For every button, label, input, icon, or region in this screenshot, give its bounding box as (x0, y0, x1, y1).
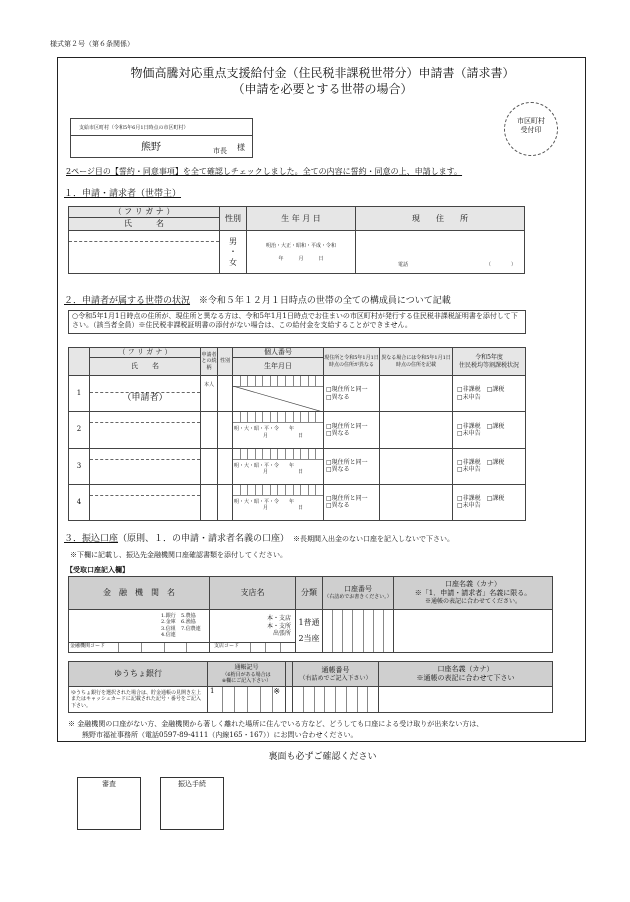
row-number: 1 (69, 376, 90, 412)
applicant-name-cell[interactable] (69, 231, 220, 274)
stamp-label-2: 受付印 (520, 126, 542, 135)
bank-name-cell[interactable] (69, 610, 210, 653)
jan1-address-cell[interactable] (380, 484, 453, 520)
holder-cell[interactable] (394, 610, 553, 653)
jan1-header: 現住所と令和5年1月1日時点の住所が異なる (324, 348, 380, 376)
era-short: 明・大・昭・平・令 (234, 426, 280, 433)
member-gender[interactable] (218, 448, 233, 484)
holder-note2: ※通帳の表記に合わせてください。 (424, 598, 521, 606)
yucho-holder-note: ※通帳の表記に合わせて下さい (416, 674, 515, 682)
form-title: 物価高騰対応重点支援給付金（住民税非課税世帯分）申請書（請求書） (130, 66, 515, 80)
address-header: 現 住 所 (356, 207, 525, 231)
bank-type-6: 6.漁協 (181, 619, 196, 626)
back-notice: 裏面も必ずご確認ください (268, 752, 377, 762)
unfiled-checkbox[interactable]: □未申告 (457, 430, 481, 438)
member-gender[interactable] (218, 484, 233, 520)
section2-note: ※令和５年１２月１日時点の世帯の全ての構成員について記載 (198, 296, 451, 306)
account-tag: 【受取口座記入欄】 (66, 565, 129, 574)
bank-type-4: 4.信連 (161, 631, 176, 638)
tax-check-cell[interactable] (453, 376, 526, 412)
applicant-birth-cell[interactable] (247, 231, 356, 274)
kigo-asterisk: ※ (273, 687, 281, 696)
member-relation[interactable] (201, 448, 218, 484)
unfiled-checkbox[interactable]: □未申告 (457, 393, 481, 401)
footer-note-2: 熊野市福祉事務所（電話0597-89-4111（内線165・167））にお問い合わせください。 (82, 731, 358, 739)
nontax-checkbox[interactable]: □非課税 (457, 422, 481, 430)
bank-type-3: 3.信組 (161, 625, 176, 632)
tax-checkbox[interactable]: □課税 (486, 458, 505, 466)
tax-checkbox[interactable]: □課税 (486, 386, 505, 394)
birth-ymd: 年 月 日 (278, 255, 324, 262)
form-subtitle: （申請を必要とする世帯の場合） (232, 82, 413, 96)
tax-check-cell[interactable] (453, 484, 526, 520)
section2-heading: ２．申請者が属する世帯の状況 (64, 296, 191, 306)
member-name-cell[interactable] (90, 376, 201, 412)
jan1-check-cell[interactable] (324, 448, 380, 484)
year-label: 年 (289, 462, 295, 469)
row-number: 4 (69, 484, 90, 520)
hh-name-header: 氏 名 (90, 358, 201, 376)
tsucho-no-label: 通帳番号 (321, 665, 350, 674)
same-checkbox[interactable]: □現住所と同一 (326, 422, 368, 430)
yucho-holder-cell[interactable] (379, 687, 553, 713)
tsucho-no-header (293, 662, 379, 687)
jan1-sub-header: 異なる場合には令和5年1月1日時点の住所を記載 (380, 348, 453, 376)
no-header (69, 348, 90, 376)
tax-header-1: 令和5年度 (475, 354, 503, 362)
table-row (69, 376, 526, 412)
mayor-label: 市長 (213, 147, 227, 155)
member-relation[interactable]: 本人 (201, 376, 218, 412)
municipality-city[interactable]: 熊野 (141, 142, 161, 153)
section2-heading-wrap (64, 296, 451, 308)
nontax-checkbox[interactable]: □非課税 (457, 494, 481, 502)
relation-header: 申請者との続柄 (201, 348, 218, 376)
section3-note: ※長期間入出金のない口座を記入しないで下さい。 (293, 535, 455, 543)
tax-check-cell[interactable] (453, 412, 526, 448)
yucho-holder-header (379, 662, 553, 687)
tax-check-cell[interactable] (453, 448, 526, 484)
tsucho-no-sub: （右詰めでご記入下さい） (299, 674, 372, 682)
day-label: 日 (298, 468, 304, 475)
branch-type-2: 本・支所 (266, 622, 291, 630)
form-number: 様式第２号（第６条関係） (50, 40, 134, 48)
review-label: 審査 (102, 780, 116, 788)
tax-checkbox[interactable]: □課税 (486, 494, 505, 502)
table-row (69, 448, 526, 484)
holder-label: 口座名義（カナ） (445, 580, 501, 589)
phone-label: 電話 (398, 262, 409, 269)
era-options: 明治・大正・昭和・平成・令和 (265, 242, 336, 249)
nontax-checkbox[interactable]: □非課税 (457, 386, 481, 394)
jan1-check-cell[interactable] (324, 484, 380, 520)
bank-type-7: 7.信農連 (181, 625, 201, 632)
day-label: 日 (298, 432, 304, 439)
acct-no-header (323, 577, 394, 610)
jan1-check-cell[interactable] (324, 376, 380, 412)
tsucho-kigo-sub: （6桁目がある場合は ※欄にご記入下さい） (221, 671, 272, 684)
tax-header (453, 348, 526, 376)
year-label: 年 (289, 426, 295, 433)
applicant-gender-cell[interactable] (220, 231, 247, 274)
month-label: 月 (263, 432, 269, 439)
member-gender[interactable] (218, 412, 233, 448)
row-number: 2 (69, 412, 90, 448)
bank-table (68, 576, 553, 653)
member-gender[interactable] (218, 376, 233, 412)
transfer-label: 振込手続 (178, 780, 206, 788)
spacer-cell (286, 687, 293, 713)
member-name-cell[interactable] (90, 448, 201, 484)
name-header: 氏 名 (69, 218, 220, 231)
branch-cell[interactable] (210, 610, 296, 653)
diff-checkbox[interactable]: □異なる (326, 502, 350, 510)
reception-stamp (504, 102, 558, 156)
section1-heading: １．申請・請求者（世帯主） (64, 189, 182, 199)
applicant-address-cell[interactable] (356, 231, 525, 274)
branch-type-1: 本・支店 (266, 615, 291, 622)
bank-code-label: 金融機関コード (70, 643, 106, 649)
era-short: 明・大・昭・平・令 (234, 462, 280, 469)
hh-gender-header: 性別 (218, 348, 233, 376)
hh-birth-header: 生年月日 (233, 358, 324, 376)
household-table (68, 347, 526, 521)
same-checkbox[interactable]: □現住所と同一 (326, 494, 368, 502)
month-label: 月 (263, 505, 269, 512)
kind-toza[interactable]: 2当座 (298, 634, 320, 643)
member-number-cell[interactable] (233, 484, 324, 520)
municipality-box (70, 118, 253, 158)
tsucho-no-cell[interactable] (293, 687, 379, 713)
acct-no-label: 口座番号 (344, 585, 372, 594)
day-label: 日 (298, 505, 304, 512)
kind-futsu[interactable]: 1普通 (298, 617, 320, 627)
jan1-address-cell[interactable] (380, 448, 453, 484)
branch-header: 支店名 (210, 577, 296, 610)
holder-header (394, 577, 553, 610)
same-checkbox[interactable]: □現住所と同一 (326, 458, 368, 466)
member-number-cell[interactable] (233, 448, 324, 484)
month-label: 月 (263, 468, 269, 475)
yucho-holder-label: 口座名義（カナ） (437, 664, 494, 673)
bank-type-2: 2.金庫 (161, 619, 176, 626)
diff-checkbox[interactable]: □異なる (326, 430, 350, 438)
bank-type-5: 5.農協 (181, 613, 196, 619)
footer-note-1: ※ 金融機関の口座がない方、金融機関から著しく離れた場所に住んでいる方など、どうしても口座による受け取りが出来ない方は、 (68, 720, 484, 728)
tax-header-2: 住民税均等割課税状況 (458, 361, 519, 369)
birth-header: 生 年 月 日 (247, 207, 356, 231)
table-row (69, 412, 526, 448)
bank-type-1: 1.銀行 (161, 613, 176, 619)
kind-header: 分類 (296, 577, 323, 610)
tax-checkbox[interactable]: □課税 (486, 422, 505, 430)
diff-checkbox[interactable]: □異なる (326, 466, 350, 474)
member-name-cell[interactable] (90, 484, 201, 520)
tsucho-kigo-cell[interactable] (208, 687, 286, 713)
diff-checkbox[interactable]: □異なる (326, 393, 350, 401)
acct-no-cell[interactable] (323, 610, 394, 653)
yucho-table (68, 661, 553, 713)
transfer-box (160, 777, 224, 830)
year-label: 年 (289, 498, 295, 505)
branch-code-label: 支店コード (214, 643, 240, 649)
yucho-header: ゆうちょ銀行 (69, 662, 208, 687)
unfiled-checkbox[interactable]: □未申告 (457, 502, 481, 510)
yucho-note: ゆうちょ銀行を選択された場合は、貯金通帳の見開き左上またはキャッシュカードに記載された記号・番号をご記入下さい。 (69, 687, 208, 713)
member-number-cell[interactable] (233, 412, 324, 448)
tsucho-kigo-label: 通帳記号 (234, 664, 259, 671)
tsucho-kigo-header (208, 662, 286, 687)
kind-cell[interactable] (296, 610, 323, 653)
number-header: 個人番号 (233, 348, 324, 358)
jan1-address-cell[interactable] (380, 412, 453, 448)
unfiled-checkbox[interactable]: □未申告 (457, 466, 481, 474)
furigana-header: （ フ リ ガ ナ ） (69, 207, 220, 218)
pledge-text: 2ページ目の【誓約・同意事項】を全て確認しチェックしました。全ての内容に誓約・同意の上、申請します。 (66, 167, 463, 176)
table-row (69, 484, 526, 520)
review-box (77, 777, 141, 830)
jan1-address-cell[interactable] (380, 376, 453, 412)
section3-heading-wrap (64, 534, 454, 546)
section2-notice: ○令和5年1月1日時点の住所が、現住所と異なる方は、令和5年1月1日時点でお住まいの市区町村が発行する住民税非課税証明書を添付して下さい。（該当者全員）※住民税非課税証明書の添付がない場合は、この給付金を支給することができません。 (68, 310, 526, 334)
era-short: 明・大・昭・平・令 (234, 498, 280, 505)
bank-name-header: 金 融 機 関 名 (69, 577, 210, 610)
nontax-checkbox[interactable]: □非課税 (457, 458, 481, 466)
gender-header: 性別 (220, 207, 247, 231)
member-number-cell[interactable] (233, 376, 324, 412)
phone-paren: （ ） (486, 262, 517, 269)
hh-furigana-header: （ フ リ ガ ナ ） (90, 348, 201, 358)
member-relation[interactable] (201, 412, 218, 448)
gender-male[interactable]: 男 (229, 236, 237, 246)
row-number: 3 (69, 448, 90, 484)
gender-female[interactable]: 女 (229, 257, 237, 267)
stamp-label-1: 市区町村 (517, 117, 545, 125)
municipality-label: 支給市区町村（令和5年6月1日時点の市区町村） (79, 125, 189, 131)
kigo-digit-1: 1 (208, 687, 223, 712)
jan1-check-cell[interactable] (324, 412, 380, 448)
holder-note1: ※「1．申請・請求者」名義に限る。 (414, 589, 532, 598)
same-checkbox[interactable]: □現住所と同一 (326, 386, 368, 394)
section3-attach-note: ※下欄に記載し、振込先金融機関口座確認書類を添付してください。 (70, 551, 287, 559)
section3-heading: ３．振込口座 (64, 534, 119, 544)
spacer (286, 662, 293, 687)
honorific: 様 (237, 143, 245, 152)
member-name-cell[interactable] (90, 412, 201, 448)
acct-no-sub: （右詰めでお書きください。） (324, 594, 392, 601)
applicant-table (68, 206, 525, 274)
branch-type-3: 出張所 (272, 630, 291, 637)
diagonal-line (233, 386, 323, 412)
member-relation[interactable] (201, 484, 218, 520)
member-name: （申請者） (122, 393, 168, 404)
gender-dot: ・ (229, 247, 237, 257)
section3-sub: （原則、１．の申請・請求者名義の口座） (118, 534, 290, 544)
